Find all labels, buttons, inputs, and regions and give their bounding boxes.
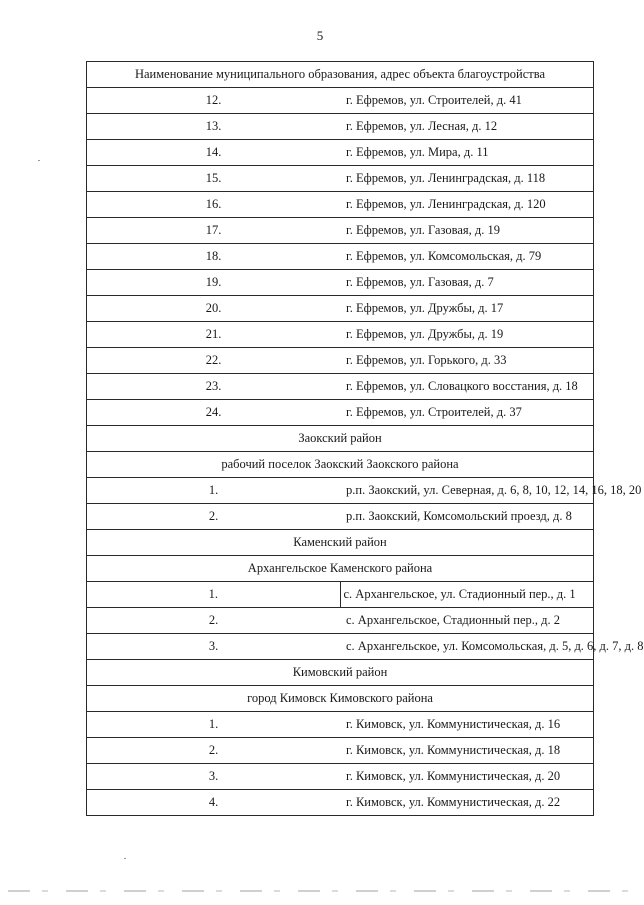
district-heading: Заокский район [87, 426, 594, 452]
table-row [87, 582, 594, 608]
row-address: г. Ефремов, ул. Строителей, д. 37 [340, 400, 594, 426]
table-row [87, 140, 594, 166]
district-row [87, 426, 594, 452]
row-address: г. Ефремов, ул. Мира, д. 11 [340, 140, 594, 166]
row-number: 19. [87, 270, 341, 296]
table-row [87, 738, 594, 764]
row-number: 21. [87, 322, 341, 348]
row-address: с. Архангельское, Стадионный пер., д. 2 [340, 608, 594, 634]
settlement-row [87, 452, 594, 478]
row-number: 18. [87, 244, 341, 270]
district-row [87, 530, 594, 556]
row-address: г. Ефремов, ул. Комсомольская, д. 79 [340, 244, 594, 270]
table-row [87, 88, 594, 114]
settlement-row [87, 686, 594, 712]
row-number: 3. [87, 634, 341, 660]
table-row [87, 634, 594, 660]
table-row [87, 504, 594, 530]
row-number: 2. [87, 504, 341, 530]
district-heading: Кимовский район [87, 660, 594, 686]
row-address: г. Кимовск, ул. Коммунистическая, д. 22 [340, 790, 594, 816]
row-address: г. Ефремов, ул. Лесная, д. 12 [340, 114, 594, 140]
table-row [87, 244, 594, 270]
page-number: 5 [316, 28, 324, 43]
row-number: 2. [87, 608, 341, 634]
row-number: 1. [87, 582, 341, 608]
settlement-row [87, 556, 594, 582]
row-address: с. Архангельское, ул. Стадионный пер., д. 1 [340, 582, 594, 608]
objects-table [86, 61, 644, 816]
settlement-heading: город Кимовск Кимовского района [87, 686, 594, 712]
row-number: 14. [87, 140, 341, 166]
row-number: 1. [87, 478, 341, 504]
row-number: 22. [87, 348, 341, 374]
row-address: г. Ефремов, ул. Дружбы, д. 19 [340, 322, 594, 348]
row-number: 4. [87, 790, 341, 816]
row-number: 24. [87, 400, 341, 426]
table-header: Наименование муниципального образования, адрес объекта благоустройства [87, 62, 594, 88]
table-row [87, 296, 594, 322]
row-address: с. Архангельское, ул. Комсомольская, д. 5, д. 6, д. 7, д. 8 [340, 634, 594, 660]
scan-speck [38, 160, 40, 161]
table-row [87, 192, 594, 218]
row-address: г. Ефремов, ул. Ленинградская, д. 118 [340, 166, 594, 192]
row-address: г. Ефремов, ул. Газовая, д. 19 [340, 218, 594, 244]
table-row [87, 400, 594, 426]
row-number: 17. [87, 218, 341, 244]
table-row [87, 166, 594, 192]
scan-edge-marks [8, 890, 632, 892]
table-row [87, 790, 594, 816]
table-row [87, 764, 594, 790]
row-number: 3. [87, 764, 341, 790]
table-row [87, 348, 594, 374]
row-address: г. Ефремов, ул. Газовая, д. 7 [340, 270, 594, 296]
row-address: г. Ефремов, ул. Строителей, д. 41 [340, 88, 594, 114]
table-row [87, 218, 594, 244]
row-address: г. Ефремов, ул. Горького, д. 33 [340, 348, 594, 374]
row-address: г. Кимовск, ул. Коммунистическая, д. 18 [340, 738, 594, 764]
district-row [87, 660, 594, 686]
row-number: 2. [87, 738, 341, 764]
scan-speck [124, 858, 126, 859]
table-row [87, 322, 594, 348]
row-number: 13. [87, 114, 341, 140]
row-number: 16. [87, 192, 341, 218]
row-address: г. Кимовск, ул. Коммунистическая, д. 20 [340, 764, 594, 790]
row-address: г. Ефремов, ул. Дружбы, д. 17 [340, 296, 594, 322]
table-row [87, 712, 594, 738]
row-number: 23. [87, 374, 341, 400]
table-row [87, 270, 594, 296]
row-number: 12. [87, 88, 341, 114]
row-address: г. Ефремов, ул. Словацкого восстания, д. 18 [340, 374, 594, 400]
table-row [87, 374, 594, 400]
row-address: г. Кимовск, ул. Коммунистическая, д. 16 [340, 712, 594, 738]
settlement-heading: рабочий поселок Заокский Заокского района [87, 452, 594, 478]
row-number: 20. [87, 296, 341, 322]
district-heading: Каменский район [87, 530, 594, 556]
table-row [87, 478, 594, 504]
row-address: р.п. Заокский, ул. Северная, д. 6, 8, 10, 12, 14, 16, 18, 20 [340, 478, 594, 504]
table-row [87, 608, 594, 634]
row-address: р.п. Заокский, Комсомольский проезд, д. 8 [340, 504, 594, 530]
row-address: г. Ефремов, ул. Ленинградская, д. 120 [340, 192, 594, 218]
row-number: 1. [87, 712, 341, 738]
table-row [87, 114, 594, 140]
row-number: 15. [87, 166, 341, 192]
settlement-heading: Архангельское Каменского района [87, 556, 594, 582]
table-header-row [87, 62, 594, 88]
